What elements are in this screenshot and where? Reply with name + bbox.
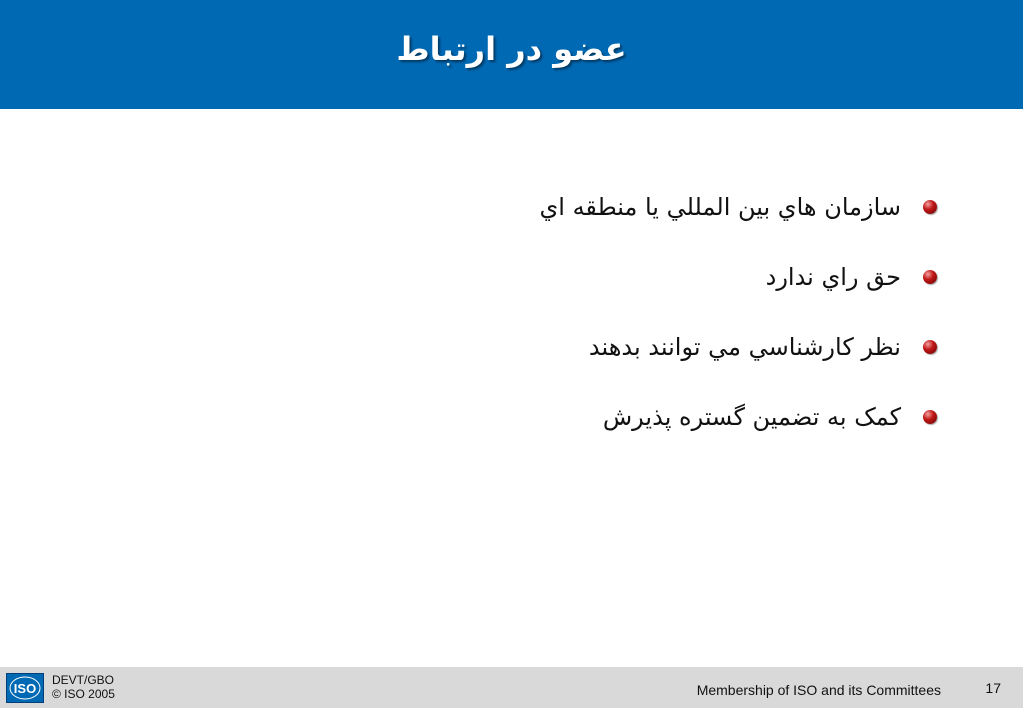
bullet-dot-icon (923, 340, 937, 354)
footer-org-line1: DEVT/GBO (52, 673, 115, 687)
bullet-dot-icon (923, 270, 937, 284)
bullet-item (539, 242, 937, 312)
page-number: 17 (985, 680, 1001, 696)
iso-logo-graphic (7, 674, 43, 702)
slide-title: عضو در ارتباط (396, 30, 627, 68)
bullet-list (539, 172, 937, 452)
bullet-item (539, 172, 937, 242)
slide-header (0, 0, 1023, 109)
footer-org (52, 673, 115, 701)
bullet-text: حق راي ندارد (765, 263, 901, 291)
bullet-text: كمک به تضمين گستره پذيرش (602, 403, 901, 431)
iso-logo-icon (6, 673, 44, 703)
bullet-dot-icon (923, 200, 937, 214)
bullet-text: سازمان هاي بين المللي يا منطقه اي (539, 193, 901, 221)
iso-logo-text: ISO (13, 681, 37, 696)
slide-footer (0, 667, 1023, 708)
footer-title: Membership of ISO and its Committees (696, 682, 941, 698)
footer-copyright: © ISO 2005 (52, 687, 115, 701)
bullet-dot-icon (923, 410, 937, 424)
bullet-item (539, 382, 937, 452)
bullet-text: نظر كارشناسي مي توانند بدهند (588, 333, 901, 361)
bullet-item (539, 312, 937, 382)
